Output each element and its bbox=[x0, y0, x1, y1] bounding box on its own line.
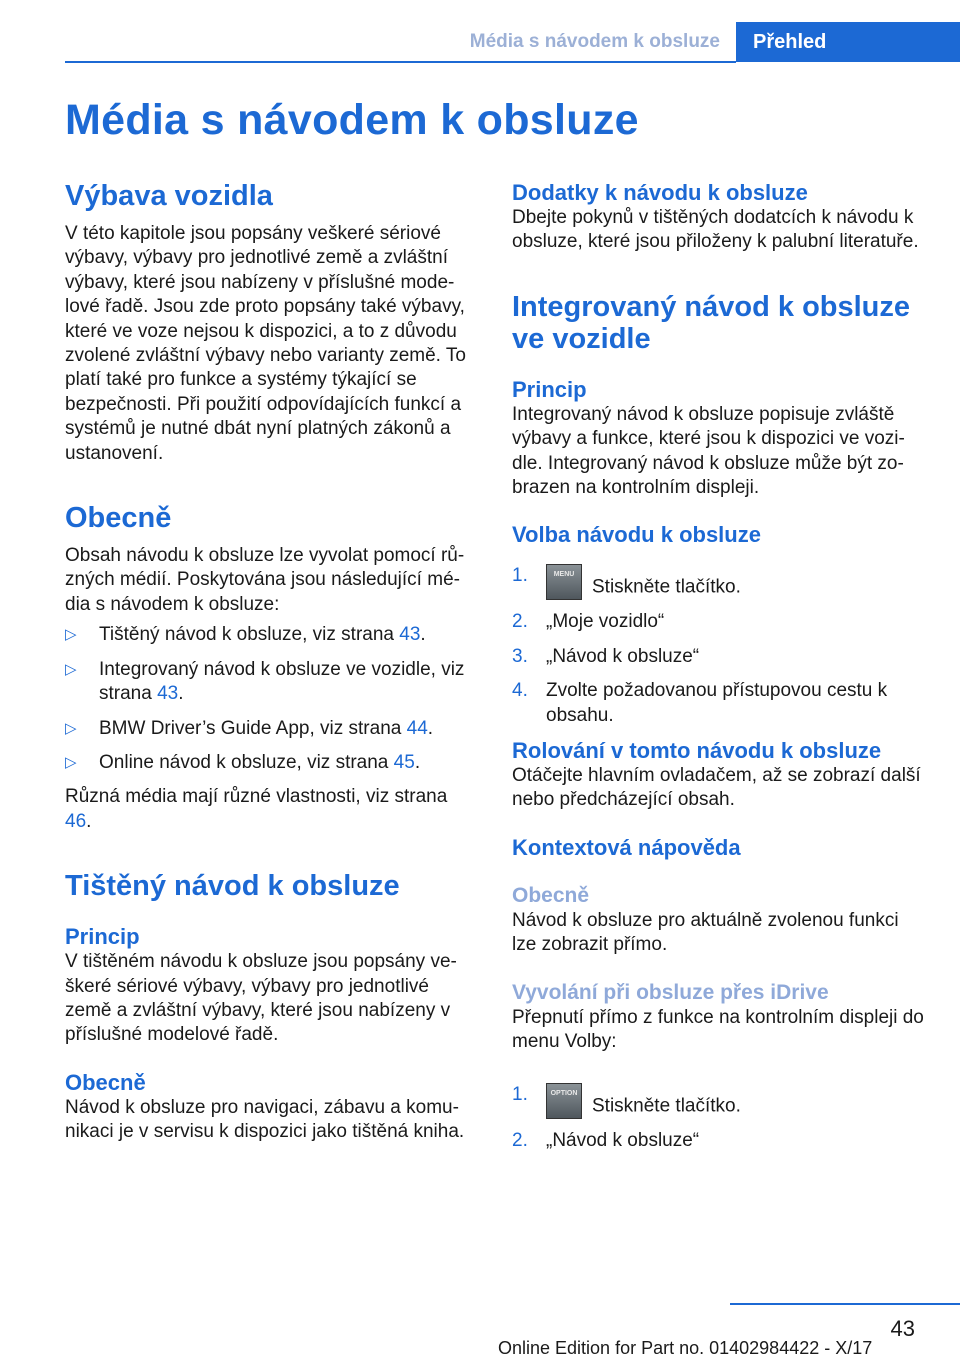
section-title-obecne: Obecně bbox=[65, 502, 172, 535]
page-link[interactable]: 44 bbox=[406, 717, 428, 739]
section-title-dodatky: Dodatky k návodu k obsluze bbox=[512, 180, 808, 205]
subsection-title-obecne: Obecně bbox=[65, 1069, 146, 1095]
section-title-tisteny: Tištěný návod k obsluze bbox=[65, 870, 400, 903]
media-list bbox=[65, 623, 477, 775]
step-item: 2. „Návod k obsluze“ bbox=[512, 1129, 700, 1151]
subsection-text-princip: V tištěném návodu k obsluze jsou popsány veškeré sériové výbavy, výbavy pro jednotlivé země a zvláštní výbavy, které jsou nabízeny v příslušné modelové řadě. bbox=[65, 951, 457, 1046]
step-item: 1. MENUStiskněte tlačítko. bbox=[512, 564, 924, 600]
triangle-bullet-icon: ▷ bbox=[65, 753, 77, 771]
subsection-title-rolovani: Rolování v tomto návodu k obsluze bbox=[512, 738, 882, 764]
page-link[interactable]: 43 bbox=[157, 683, 179, 705]
list-item: ▷ Online návod k obsluze, viz strana 45. bbox=[65, 751, 477, 775]
subsection-title-princip: Princip bbox=[512, 376, 587, 402]
section-text-obecne: Obsah návodu k obsluze lze vyvolat pomocí různých médií. Poskytována jsou následující média s návodem k obsluze: bbox=[65, 545, 465, 615]
menu-button-icon: MENU bbox=[546, 564, 582, 600]
list-item: ▷ BMW Driver’s Guide App, viz strana 44. bbox=[65, 717, 477, 741]
media-properties-text: Různá média mají různé vlastnosti, viz strana 46. bbox=[65, 786, 448, 832]
section-title-integrovany: Integrovaný návod k obsluze ve vozidle bbox=[512, 290, 911, 355]
subsection-text-vyvolani: Přepnutí přímo z funkce na kontrolním displeji do menu Volby: bbox=[512, 1006, 924, 1053]
list-item: ▷ Tištěný návod k obsluze, viz strana 43. bbox=[65, 623, 477, 647]
subsection-title-kontextova: Kontextová nápověda bbox=[512, 834, 741, 860]
subsection-text-princip: Integrovaný návod k obsluze popisuje zvláště výbavy a funkce, které jsou k dispozici ve vozidle. Integrovaný návod k obsluze může být zobrazen na kontrolním displeji. bbox=[512, 403, 905, 499]
right-column bbox=[512, 180, 924, 1163]
footer-edition: Online Edition for Part no. 01402984422 - X/17 bbox=[498, 1338, 873, 1358]
step-item: 2. „Moje vozidlo“ bbox=[512, 611, 665, 633]
subsection-title-obecne: Obecně bbox=[512, 883, 590, 907]
triangle-bullet-icon: ▷ bbox=[65, 719, 77, 737]
subsection-title-princip: Princip bbox=[65, 924, 140, 950]
page-link[interactable]: 46 bbox=[65, 810, 87, 832]
subsection-text-obecne: Návod k obsluze pro navigaci, zábavu a komunikaci je v servisu k dispozici jako tištěná kniha. bbox=[65, 1096, 465, 1143]
option-button-icon: OPTION bbox=[546, 1083, 582, 1119]
page-header bbox=[0, 22, 960, 62]
step-item: 3. „Návod k obsluze“ bbox=[512, 645, 700, 667]
header-chapter-tab[interactable]: Přehled bbox=[736, 22, 960, 62]
page-number: 43 bbox=[890, 1316, 915, 1341]
subsection-text-obecne: Návod k obsluze pro aktuálně zvolenou funkci lze zobrazit přímo. bbox=[512, 909, 899, 956]
header-section-title: Média s návodem k obsluze bbox=[469, 31, 720, 52]
page-title: Média s návodem k obsluze bbox=[65, 96, 639, 144]
section-text-dodatky: Dbejte pokynů v tištěných dodatcích k návodu k obsluze, které jsou přiloženy k palubní literatuře. bbox=[512, 207, 919, 253]
steps-volba bbox=[512, 564, 924, 728]
page-link[interactable]: 43 bbox=[399, 624, 421, 646]
triangle-bullet-icon: ▷ bbox=[65, 660, 77, 678]
footer-rule bbox=[730, 1303, 960, 1305]
triangle-bullet-icon: ▷ bbox=[65, 626, 77, 644]
subsection-title-volba: Volba návodu k obsluze bbox=[512, 522, 761, 548]
step-item: 4. Zvolte požadovanou přístupovou cestu k obsahu. bbox=[512, 680, 888, 726]
subsection-title-vyvolani: Vyvolání při obsluze přes iDrive bbox=[512, 980, 829, 1004]
subsection-text-rolovani: Otáčejte hlavním ovladačem, až se zobrazí další nebo předcházející obsah. bbox=[512, 765, 921, 811]
list-item: ▷ Integrovaný návod k obsluze ve vozidle, viz strana 43. bbox=[65, 658, 465, 705]
section-title-vybava: Výbava vozidla bbox=[65, 180, 273, 212]
section-text-vybava: V této kapitole jsou popsány veškeré sériové výbavy, výbavy pro jednotlivé země a zvláštní výbavy, které jsou nabízeny v příslušné modelové řadě. Jsou zde proto popsány také výbavy, které ve voze nejsou k dispozici, a to z důvodu zvolené zvláštní výbavy nebo varianty země. To platí také pro funkce a systémy týkající se bezpečnosti. Při použití odpovídajících funkcí a systémů je nutné dbát nyní platných zákonů a ustanovení. bbox=[65, 223, 466, 464]
step-item: 1. OPTIONStiskněte tlačítko. bbox=[512, 1083, 924, 1119]
steps-vyvolani bbox=[512, 1083, 924, 1153]
page-link[interactable]: 45 bbox=[393, 751, 415, 773]
left-column bbox=[65, 180, 477, 1145]
